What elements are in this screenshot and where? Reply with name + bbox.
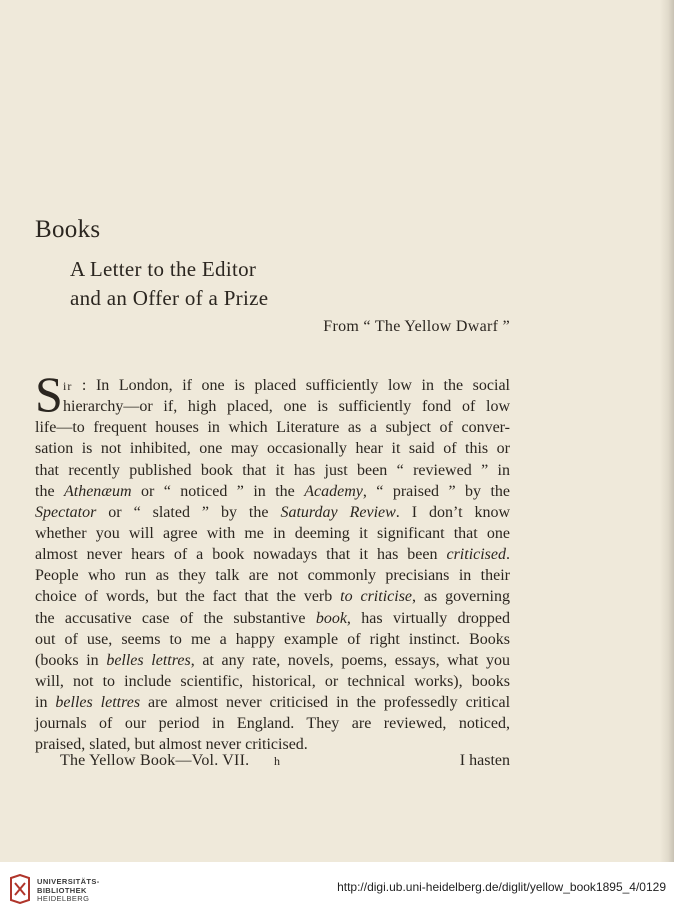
text-line: the Athenæum or “ noticed ” in the Academy, “ praised ” by the bbox=[35, 482, 510, 500]
text-line: almost never hears of a book nowadays that it has been criticised. bbox=[35, 546, 511, 564]
text-line: journals of our period in England. They are reviewed, noticed, bbox=[35, 715, 510, 733]
drop-cap: S bbox=[35, 366, 63, 422]
subtitle-line-2: and an Offer of a Prize bbox=[70, 286, 269, 310]
page-footer bbox=[60, 752, 510, 774]
journal-title: Academy bbox=[304, 482, 363, 500]
catchword: I hasten bbox=[459, 752, 510, 769]
text-line: in belles lettres are almost never criticised in the professedly critical bbox=[35, 694, 511, 712]
text-line: choice of words, but the fact that the verb to criticise, as governing bbox=[35, 588, 510, 606]
section-title: Books bbox=[35, 216, 101, 243]
letter-body bbox=[35, 366, 511, 756]
book-reference: The Yellow Book—Vol. VII. bbox=[60, 752, 250, 769]
library-name: UNIVERSITÄTS- BIBLIOTHEK HEIDELBERG bbox=[37, 877, 100, 903]
text-line: sation is not inhibited, one may occasionally hear it said of this or bbox=[35, 440, 510, 458]
text-line: the accusative case of the substantive book, has virtually dropped bbox=[35, 609, 511, 627]
journal-title: Spectator bbox=[35, 503, 97, 521]
journal-title: Saturday Review bbox=[280, 503, 396, 521]
subtitle-line-1: A Letter to the Editor bbox=[70, 257, 257, 281]
source-url-link[interactable]: http://digi.ub.uni-heidelberg.de/diglit/yellow_book1895_4/0129 bbox=[337, 880, 666, 894]
text-line: People who run as they talk are not commonly precisians in their bbox=[35, 567, 510, 585]
signature-mark: h bbox=[274, 754, 281, 768]
journal-title: Athenæum bbox=[63, 482, 132, 500]
text-line: praised, slated, but almost never criticised. bbox=[35, 736, 308, 754]
library-footer-bar bbox=[0, 862, 674, 915]
attribution-line: From “ The Yellow Dwarf ” bbox=[323, 318, 510, 335]
salutation: ir bbox=[63, 379, 73, 393]
text-line: hierarchy—or if, high placed, one is sufficiently fond of low bbox=[63, 398, 510, 416]
text-line: that recently published book that it has just been “ reviewed ” in bbox=[35, 461, 510, 479]
text-line: life—to frequent houses in which Literature as a subject of conver- bbox=[35, 419, 510, 437]
page-edge-shadow bbox=[660, 0, 674, 862]
text-line: (books in belles lettres, at any rate, novels, poems, essays, what you bbox=[35, 651, 511, 669]
text-line: will, not to include scientific, historical, or technical works), books bbox=[35, 672, 510, 690]
text-line: out of use, seems to me a happy example of right instinct. Books bbox=[35, 630, 510, 648]
text-line: whether you will agree with me in deeming it significant that one bbox=[35, 524, 510, 542]
library-logo-icon[interactable] bbox=[8, 874, 32, 904]
text-line: ir : In London, if one is placed sufficiently low in the social bbox=[63, 377, 511, 394]
text-line: Spectator or “ slated ” by the Saturday Review. I don’t know bbox=[35, 503, 511, 521]
